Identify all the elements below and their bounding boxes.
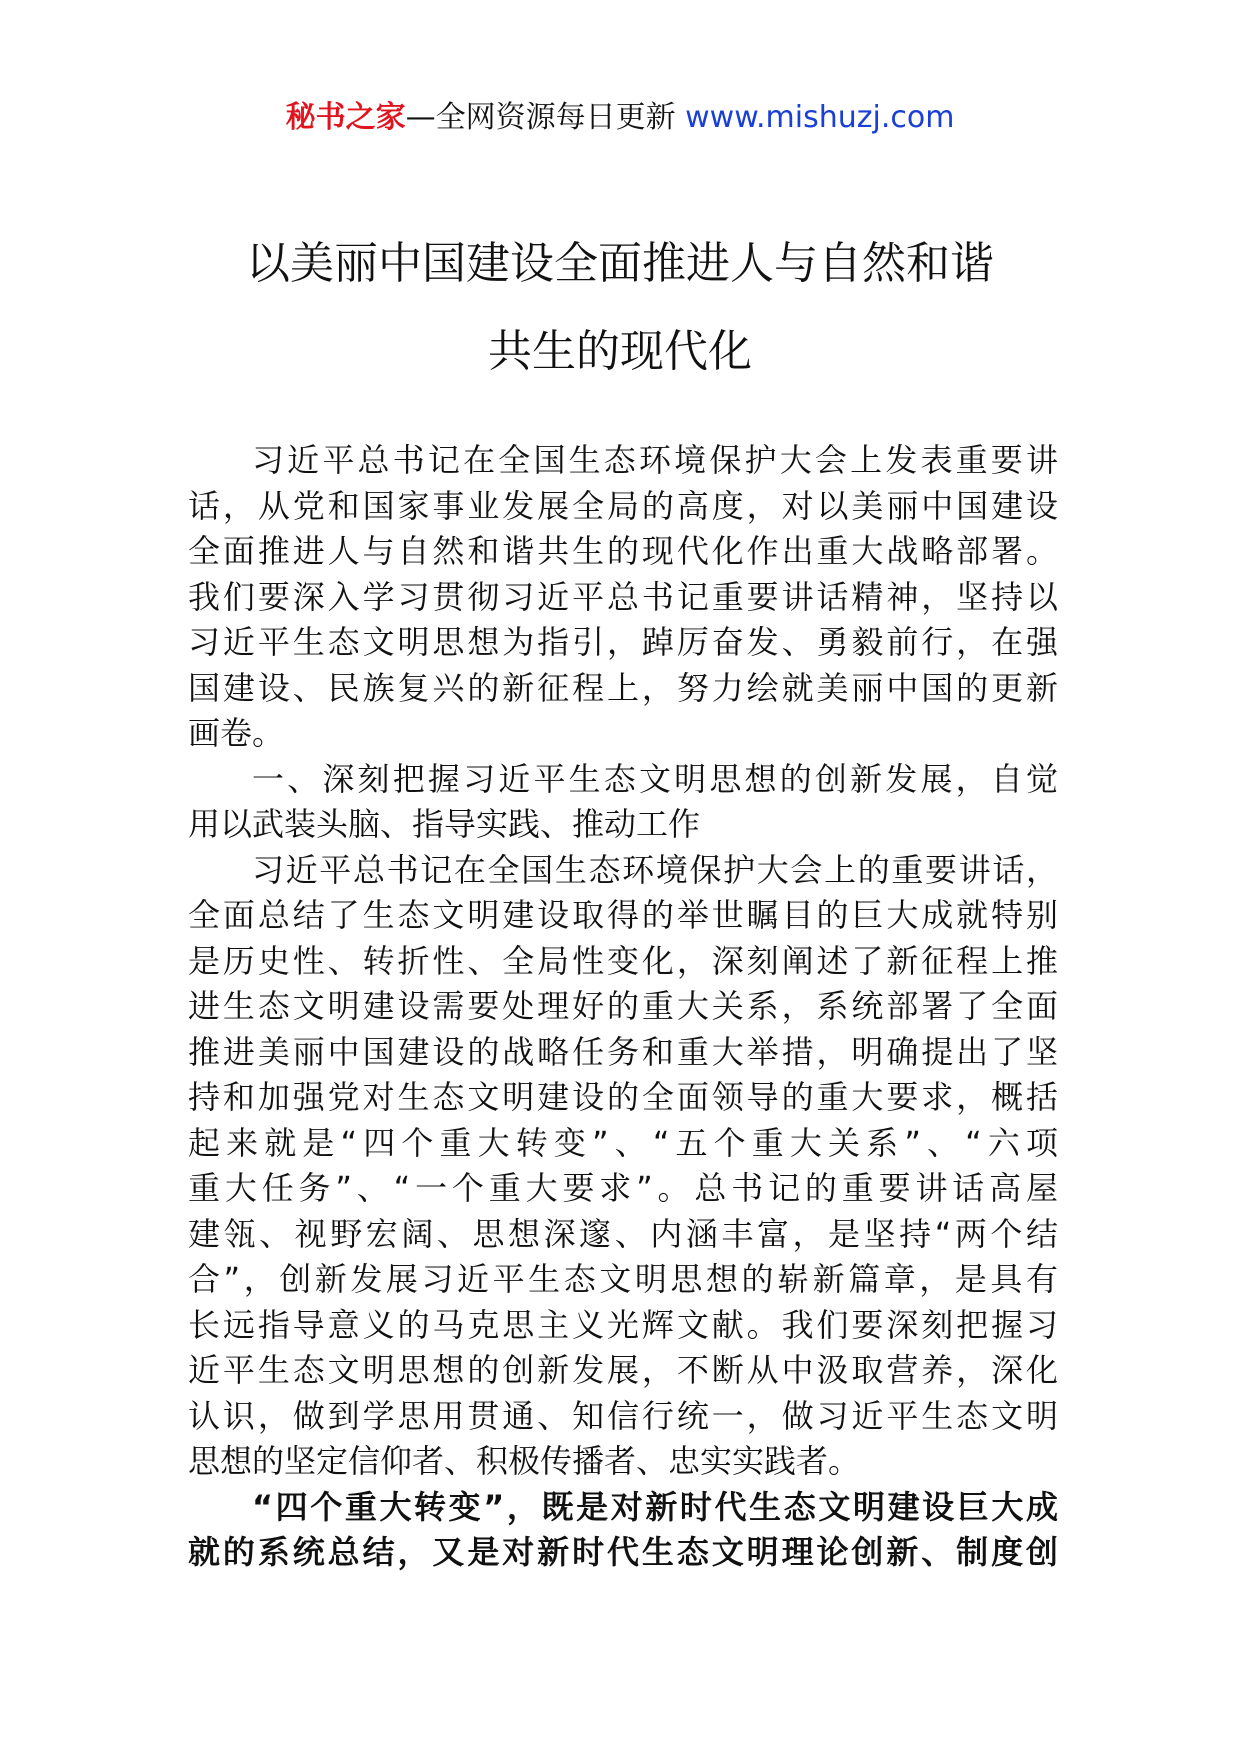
- body-line: 国建设、民族复兴的新征程上，努力绘就美丽中国的更新: [188, 668, 1058, 707]
- body-line: 长远指导意义的马克思主义光辉文献。我们要深刻把握习: [188, 1305, 1058, 1344]
- site-header: [0, 98, 1240, 138]
- body-line: 推进美丽中国建设的战略任务和重大举措，明确提出了坚: [188, 1032, 1058, 1071]
- body-line: 我们要深入学习贯彻习近平总书记重要讲话精神，坚持以: [188, 577, 1058, 616]
- body-line: 话，从党和国家事业发展全局的高度，对以美丽中国建设: [188, 486, 1058, 525]
- body-line: 建瓴、视野宏阔、思想深邃、内涵丰富，是坚持“两个结: [188, 1214, 1058, 1253]
- bold-body-line: “四个重大转变”，既是对新时代生态文明建设巨大成: [252, 1487, 1058, 1526]
- body-line: 习近平生态文明思想为指引，踔厉奋发、勇毅前行，在强: [188, 623, 1058, 661]
- document-title-line-2: 共生的现代化: [488, 326, 752, 377]
- body-line: 习近平总书记在全国生态环境保护大会上的重要讲话，: [252, 850, 1058, 889]
- bold-body-line: 就的系统总结，又是对新时代生态文明理论创新、制度创: [188, 1533, 1058, 1571]
- body-line: 全面推进人与自然和谐共生的现代化作出重大战略部署。: [188, 532, 1058, 570]
- body-line: 是历史性、转折性、全局性变化，深刻阐述了新征程上推: [188, 941, 1058, 980]
- body-line: 起来就是“四个重大转变”、“五个重大关系”、“六项: [188, 1123, 1058, 1162]
- body-line: 进生态文明建设需要处理好的重大关系，系统部署了全面: [188, 987, 1058, 1025]
- body-line: 持和加强党对生态文明建设的全面领导的重大要求，概括: [188, 1078, 1058, 1116]
- body-line: 重大任务”、“一个重大要求”。总书记的重要讲话高屋: [188, 1169, 1058, 1207]
- document-title-line-1: 以美丽中国建设全面推进人与自然和谐: [246, 238, 994, 289]
- body-line: 合”，创新发展习近平生态文明思想的崭新篇章，是具有: [188, 1260, 1058, 1298]
- site-tagline: —全网资源每日更新: [405, 100, 686, 135]
- body-line: 思想的坚定信仰者、积极传播者、忠实实践者。: [188, 1442, 861, 1480]
- body-line: 认识，做到学思用贯通、知信行统一，做习近平生态文明: [188, 1396, 1058, 1435]
- site-brand: 秘书之家: [285, 100, 406, 135]
- body-line: 近平生态文明思想的创新发展，不断从中汲取营养，深化: [188, 1351, 1058, 1389]
- section-heading-line: 用以武装头脑、指导实践、推动工作: [188, 805, 701, 843]
- body-line: 全面总结了生态文明建设取得的举世瞩目的巨大成就特别: [188, 896, 1058, 934]
- section-heading-line: 一、深刻把握习近平生态文明思想的创新发展，自觉: [252, 759, 1058, 798]
- body-line: 画卷。: [188, 714, 285, 752]
- site-url-link[interactable]: www.mishuzj.com: [685, 100, 955, 135]
- document-body: [188, 438, 1058, 1576]
- body-line: 习近平总书记在全国生态环境保护大会上发表重要讲: [252, 441, 1058, 479]
